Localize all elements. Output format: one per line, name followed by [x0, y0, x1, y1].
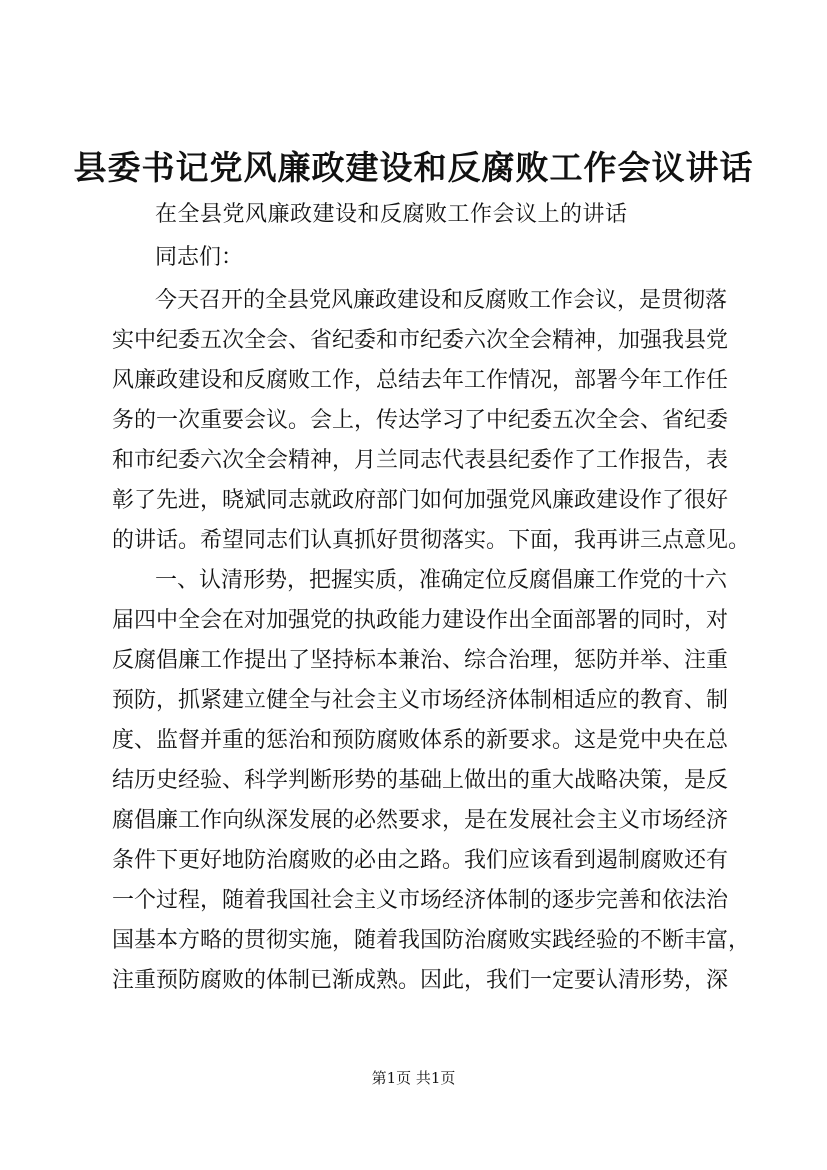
paragraph-line: 一个过程，随着我国社会主义市场经济体制的逐步完善和依法治: [112, 888, 729, 913]
paragraph-line: 预防，抓紧建立健全与社会主义市场经济体制相适应的教育、制: [112, 688, 729, 713]
document-title: 县委书记党风廉政建设和反腐败工作会议讲话: [73, 148, 754, 187]
paragraph-line: 腐倡廉工作向纵深发展的必然要求，是在发展社会主义市场经济: [112, 808, 729, 833]
paragraph-line: 条件下更好地防治腐败的必由之路。我们应该看到遏制腐败还有: [112, 848, 729, 873]
page-number-footer: 第1页 共1页: [371, 1069, 456, 1087]
body-text: [112, 281, 751, 1001]
paragraph-line: 注重预防腐败的体制已渐成熟。因此，我们一定要认清形势，深: [112, 968, 729, 993]
paragraph-line: 度、监督并重的惩治和预防腐败体系的新要求。这是党中央在总: [112, 728, 729, 753]
paragraph-line: 反腐倡廉工作提出了坚持标本兼治、综合治理，惩防并举、注重: [112, 648, 729, 673]
paragraph-line: 今天召开的全县党风廉政建设和反腐败工作会议，是贯彻落: [155, 288, 728, 313]
greeting-text: 同志们：: [155, 245, 244, 270]
paragraph-line: 风廉政建设和反腐败工作，总结去年工作情况，部署今年工作任: [112, 368, 729, 393]
paragraph-line: 届四中全会在对加强党的执政能力建设作出全面部署的同时，对: [112, 608, 729, 633]
document-subtitle: 在全县党风廉政建设和反腐败工作会议上的讲话: [155, 202, 628, 227]
paragraph-line: 一、认清形势，把握实质，准确定位反腐倡廉工作党的十六: [155, 568, 728, 593]
paragraph-line: 国基本方略的贯彻实施，随着我国防治腐败实践经验的不断丰富，: [112, 928, 751, 953]
paragraph-line: 的讲话。希望同志们认真抓好贯彻落实。下面，我再讲三点意见。: [112, 528, 751, 553]
paragraph-line: 务的一次重要会议。会上，传达学习了中纪委五次全会、省纪委: [112, 408, 729, 433]
paragraph-line: 实中纪委五次全会、省纪委和市纪委六次全会精神，加强我县党: [112, 328, 729, 353]
paragraph-line: 结历史经验、科学判断形势的基础上做出的重大战略决策，是反: [112, 768, 729, 793]
paragraph-line: 彰了先进，晓斌同志就政府部门如何加强党风廉政建设作了很好: [112, 488, 729, 513]
paragraph-line: 和市纪委六次全会精神，月兰同志代表县纪委作了工作报告，表: [112, 448, 729, 473]
